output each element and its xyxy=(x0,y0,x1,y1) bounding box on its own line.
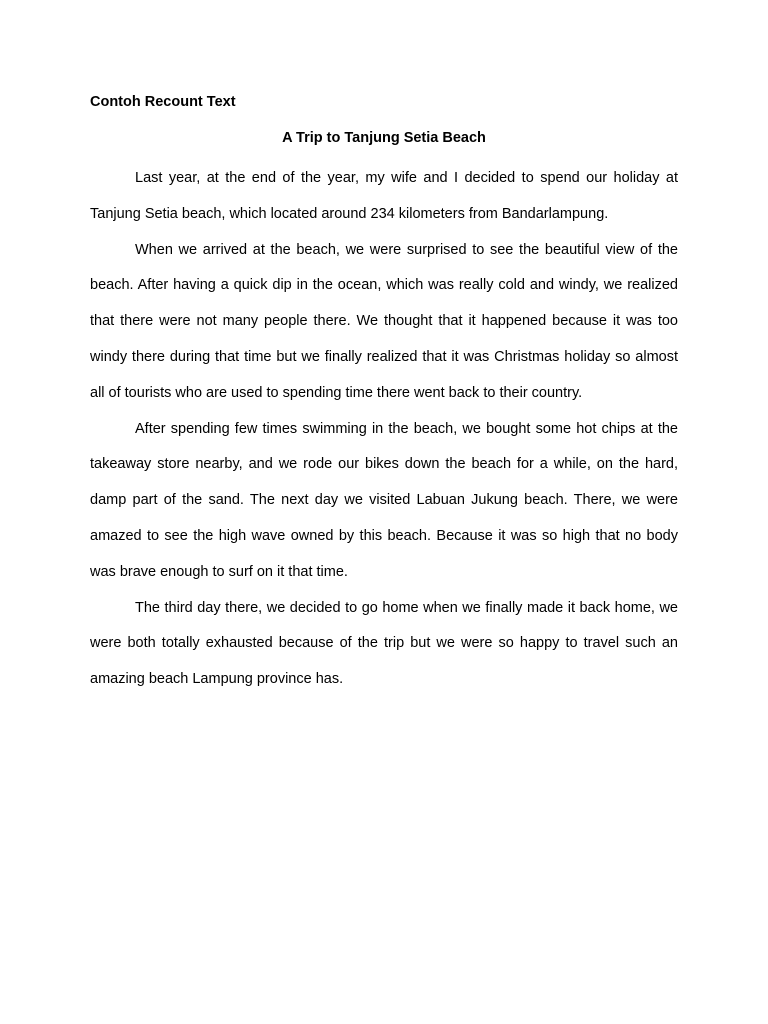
paragraph-1: Last year, at the end of the year, my wife and I decided to spend our holiday at Tanjung Setia beach, which located around 234 kilometers from Bandarlampung. xyxy=(90,170,678,222)
document-title: A Trip to Tanjung Setia Beach xyxy=(282,130,486,146)
document-body xyxy=(90,161,678,698)
paragraph-2: When we arrived at the beach, we were surprised to see the beautiful view of the beach. After having a quick dip in the ocean, which was really cold and windy, we realized that there were not many people there. We thought that it happened because it was too windy there during that time but we finally realized that it was Christmas holiday so almost all of tourists who are used to spending time there went back to their country. xyxy=(90,241,678,401)
paragraph-3: After spending few times swimming in the beach, we bought some hot chips at the takeaway store nearby, and we rode our bikes down the beach for a while, on the hard, damp part of the sand. The next day we visited Labuan Jukung beach. There, we were amazed to see the high wave owned by this beach. Because it was so high that no body was brave enough to surf on it that time. xyxy=(90,420,678,580)
paragraph-4: The third day there, we decided to go home when we finally made it back home, we were both totally exhausted because of the trip but we were so happy to travel such an amazing beach Lampung province has. xyxy=(90,599,678,688)
document-heading: Contoh Recount Text xyxy=(90,94,236,110)
